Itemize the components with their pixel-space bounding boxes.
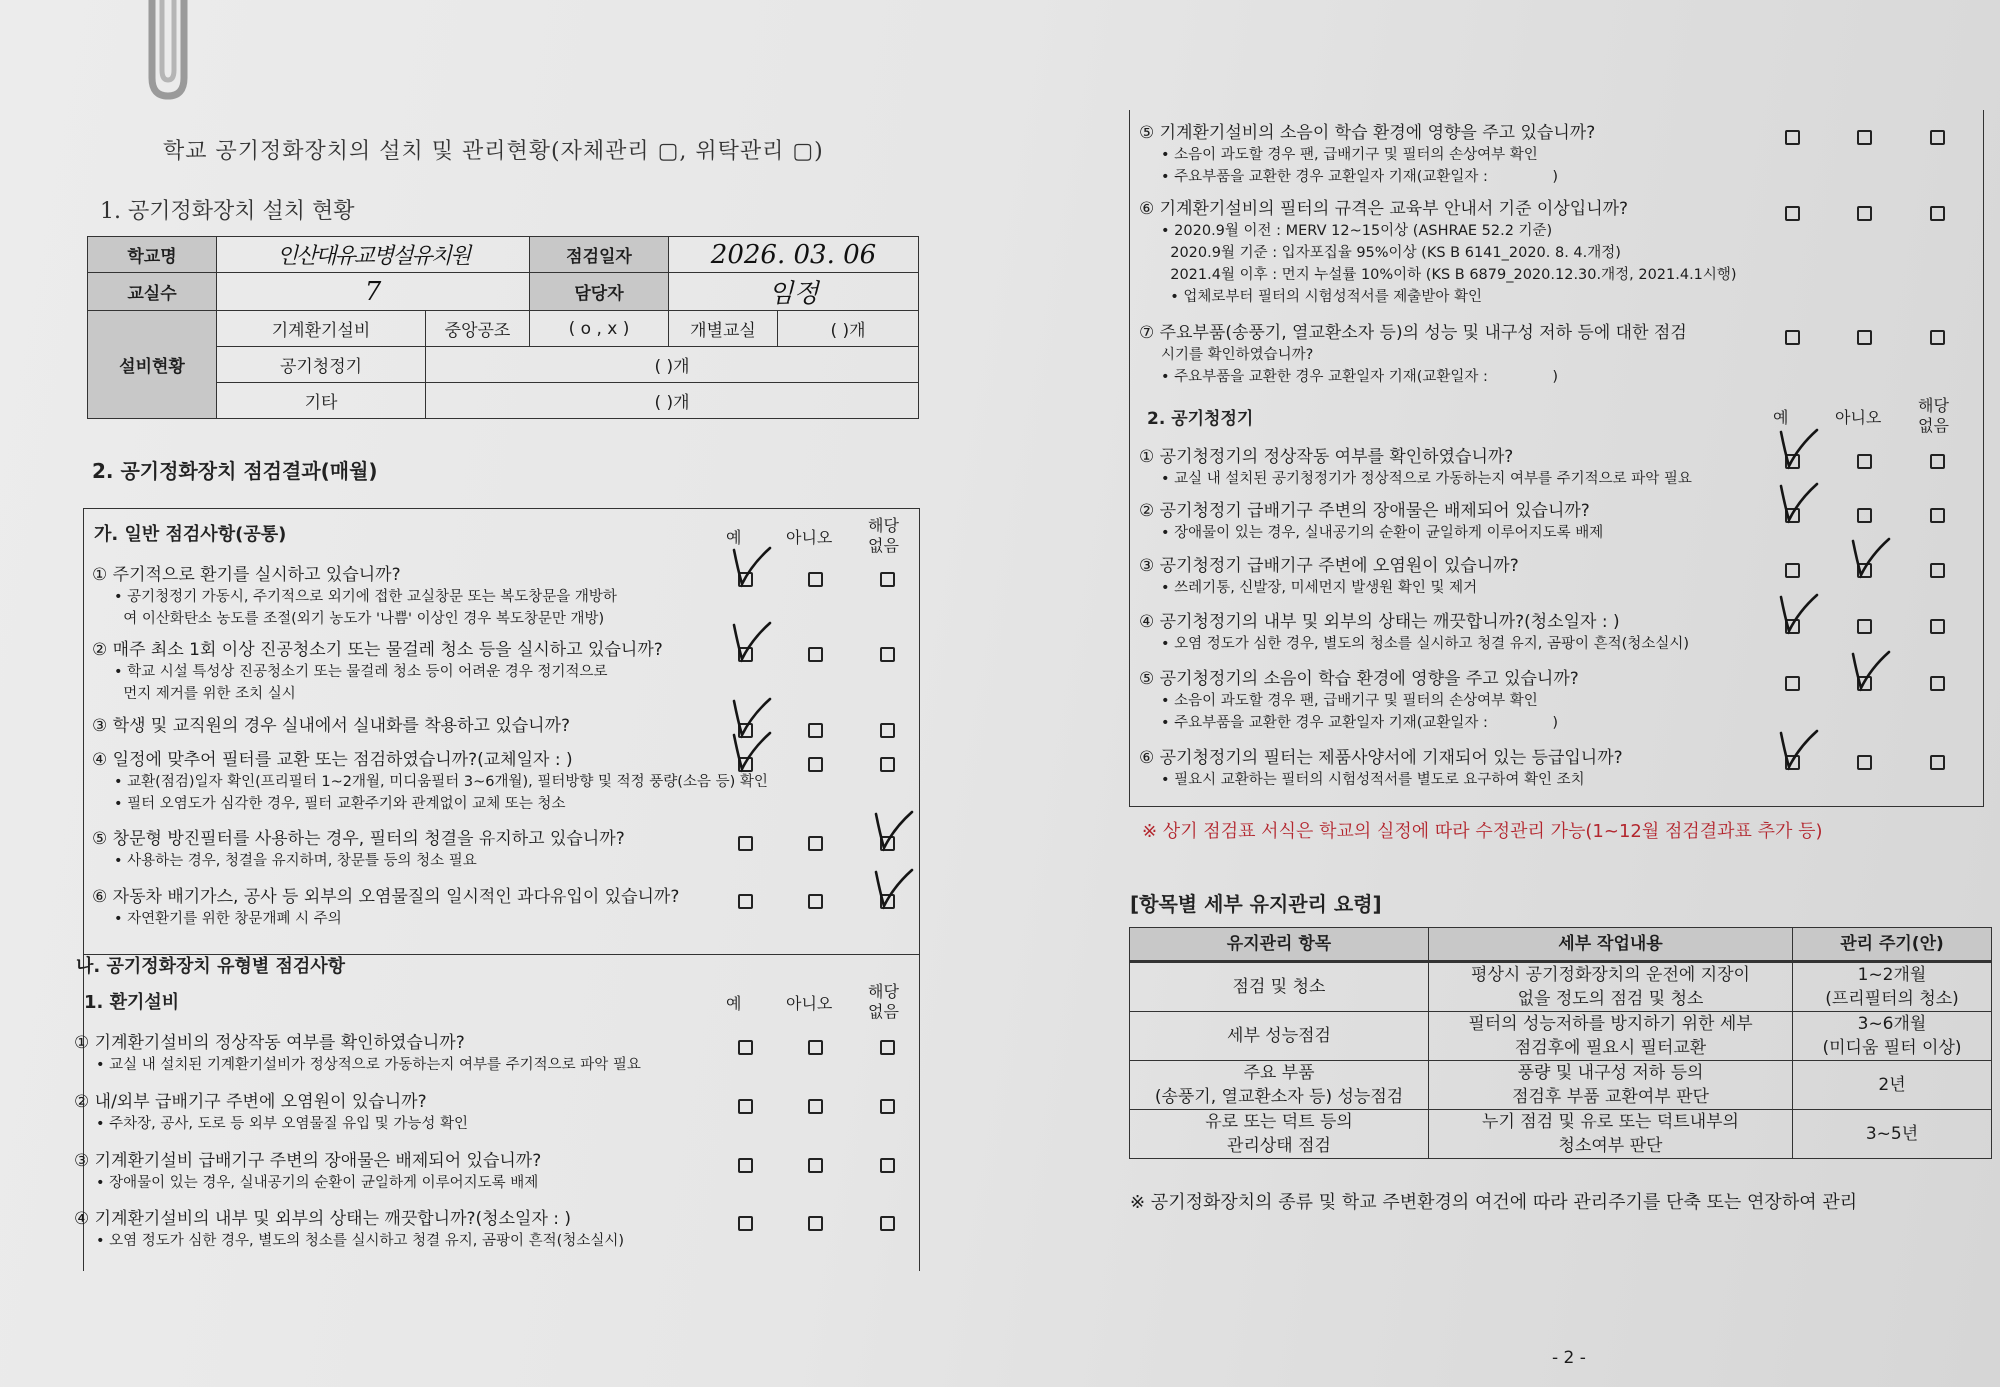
question-note: • 교환(점검)일자 확인(프리필터 1~2개월, 미디움필터 3~6개월), 필터방향 및 적정 풍량(소음 등) 확인	[114, 774, 768, 790]
purifier-question-3	[1139, 556, 1519, 598]
general-question-5	[92, 829, 625, 871]
ventilation-question-3	[74, 1151, 541, 1193]
question-note: • 주요부품을 교환한 경우 교환일자 기재(교환일자 : )	[1161, 169, 1559, 185]
col-na-header-line: 해당	[868, 516, 899, 535]
purifier-q5-checkbox-no[interactable]	[1857, 676, 1872, 691]
general-q3-checkbox-no[interactable]	[808, 723, 823, 738]
general-q3-checkbox-na[interactable]	[880, 723, 895, 738]
general-q2-checkbox-na[interactable]	[880, 647, 895, 662]
maintenance-cell: 풍량 및 내구성 저하 등의 점검후 부품 교환여부 판단	[1429, 1061, 1793, 1110]
question-text: ② 매주 최소 1회 이상 진공청소기 또는 물걸레 청소 등을 실시하고 있습니까?	[92, 640, 663, 660]
purifier-q1-checkbox-yes[interactable]	[1785, 454, 1800, 469]
ventilation-q2-checkbox-no[interactable]	[808, 1099, 823, 1114]
col-na-header	[868, 516, 899, 556]
ventilation-cont-q2-checkbox-na[interactable]	[1930, 206, 1945, 221]
purifier-question-1	[1139, 447, 1692, 489]
question-text: ④ 공기청정기의 내부 및 외부의 상태는 깨끗합니까?(청소일자 : )	[1139, 612, 1620, 632]
question-text: ⑦ 주요부품(송풍기, 열교환소자 등)의 성능 및 내구성 저하 등에 대한 점검	[1139, 323, 1687, 343]
col-na-header-line: 해당	[868, 982, 899, 1001]
purifier-q3-checkbox-na[interactable]	[1930, 563, 1945, 578]
maintenance-footnote: ※ 공기정화장치의 종류 및 학교 주변환경의 여건에 따라 관리주기를 단축 또는 연장하여 관리	[1130, 1192, 1858, 1213]
question-text: ⑤ 공기청정기의 소음이 학습 환경에 영향을 주고 있습니까?	[1139, 669, 1579, 689]
ventilation-q1-checkbox-yes[interactable]	[738, 1040, 753, 1055]
question-note: 여 이산화탄소 농도를 조절(외기 농도가 '나쁨' 이상인 경우 복도창문만 개방)	[114, 611, 605, 627]
general-q1-checkbox-yes[interactable]	[738, 572, 753, 587]
col-na-header	[868, 982, 899, 1022]
ventilation-q4-checkbox-no[interactable]	[808, 1216, 823, 1231]
general-question-6	[92, 887, 679, 929]
question-text: ③ 기계환기설비 급배기구 주변의 장애물은 배제되어 있습니까?	[74, 1151, 542, 1171]
maintenance-row	[1130, 1012, 1992, 1061]
manager-signature: 임정	[669, 273, 919, 311]
question-note: • 소음이 과도할 경우 팬, 급배기구 및 필터의 손상여부 확인	[1161, 693, 1538, 709]
question-note: • 업체로부터 필터의 시험성적서를 제출받아 확인	[1161, 289, 1482, 305]
ventilation-cont-q3-checkbox-no[interactable]	[1857, 330, 1872, 345]
purifier-q6-checkbox-no[interactable]	[1857, 755, 1872, 770]
ventilation-cont-q1-checkbox-na[interactable]	[1930, 130, 1945, 145]
col-na-header-line: 없음	[868, 1002, 899, 1021]
ventilation-cont-q1-checkbox-yes[interactable]	[1785, 130, 1800, 145]
individual-value: ( )개	[778, 311, 919, 347]
question-note: 시기를 확인하였습니까?	[1161, 347, 1314, 363]
question-text: ⑤ 창문형 방진필터를 사용하는 경우, 필터의 청결을 유지하고 있습니까?	[92, 829, 625, 849]
inspection-date-value: 2026. 03. 06	[669, 237, 919, 273]
maintenance-header-3: 관리 주기(안)	[1793, 928, 1992, 962]
question-note: • 학교 시설 특성상 진공청소기 또는 물걸레 청소 등이 어려운 경우 정기적으로	[114, 664, 608, 680]
general-q1-checkbox-na[interactable]	[880, 572, 895, 587]
maintenance-cell: 주요 부품 (송풍기, 열교환소자 등) 성능점검	[1130, 1061, 1429, 1110]
ventilation-q3-checkbox-no[interactable]	[808, 1158, 823, 1173]
ventilation-question-4	[74, 1209, 624, 1251]
question-note: 2020.9월 기준 : 입자포집율 95%이상 (KS B 6141_2020. 8. 4.개정)	[1161, 245, 1621, 261]
question-text: ② 공기청정기 급배기구 주변의 장애물은 배제되어 있습니까?	[1139, 501, 1590, 521]
ventilation-q3-checkbox-na[interactable]	[880, 1158, 895, 1173]
col-na-header	[1918, 396, 1949, 436]
ventilation-question-2	[74, 1092, 468, 1134]
question-note: • 주차장, 공사, 도로 등 외부 오염물질 유입 및 가능성 확인	[96, 1116, 469, 1132]
mech-vent-label: 기계환기설비	[217, 311, 426, 347]
other-label: 기타	[217, 383, 426, 419]
purifier-count: ( )개	[426, 347, 919, 383]
general-q6-checkbox-na[interactable]	[880, 894, 895, 909]
general-q1-checkbox-no[interactable]	[808, 572, 823, 587]
general-question-3	[92, 716, 570, 736]
purifier-q2-checkbox-yes[interactable]	[1785, 508, 1800, 523]
maintenance-cell: 평상시 공기정화장치의 운전에 지장이 없을 정도의 점검 및 청소	[1429, 962, 1793, 1012]
question-note: 먼지 제거를 위한 조치 실시	[114, 686, 296, 702]
purifier-question-5	[1139, 669, 1579, 733]
maintenance-row	[1130, 1110, 1992, 1159]
question-text: ⑤ 기계환기설비의 소음이 학습 환경에 영향을 주고 있습니까?	[1139, 123, 1596, 143]
question-note: • 2020.9월 이전 : MERV 12~15이상 (ASHRAE 52.2 기준)	[1161, 223, 1553, 239]
question-text: ③ 공기청정기 급배기구 주변에 오염원이 있습니까?	[1139, 556, 1519, 576]
ventilation-cont-question-3	[1139, 323, 1687, 387]
general-q5-checkbox-yes[interactable]	[738, 836, 753, 851]
general-question-4	[92, 750, 768, 814]
by-type-heading: 나. 공기정화장치 유형별 점검사항	[76, 956, 346, 977]
ventilation-cont-q1-checkbox-no[interactable]	[1857, 130, 1872, 145]
col-na-header-line: 해당	[1918, 396, 1949, 415]
maintenance-cell: 누기 점검 및 유로 또는 덕트내부의 청소여부 판단	[1429, 1110, 1793, 1159]
ventilation-heading: 1. 환기설비	[84, 992, 180, 1013]
maintenance-cell: 2년	[1793, 1061, 1992, 1110]
col-yes-header: 예	[1773, 408, 1789, 427]
ventilation-q1-checkbox-no[interactable]	[808, 1040, 823, 1055]
document-title: 학교 공기정화장치의 설치 및 관리현황(자체관리 ▢, 위탁관리 ▢)	[163, 139, 824, 164]
maintenance-row	[1130, 962, 1992, 1012]
general-question-1	[92, 565, 617, 629]
col-no-header: 아니오	[786, 528, 833, 547]
col-na-header-line: 없음	[1918, 416, 1949, 435]
equipment-label: 설비현황	[88, 311, 217, 419]
maintenance-cell: 3~6개월 (미디움 필터 이상)	[1793, 1012, 1992, 1061]
question-note: • 쓰레기통, 신발장, 미세먼지 발생원 확인 및 제거	[1161, 580, 1478, 596]
maintenance-table	[1129, 927, 1992, 1159]
classrooms-value: 7	[217, 273, 530, 311]
section1-heading: 1. 공기정화장치 설치 현황	[100, 199, 355, 224]
maintenance-cell: 필터의 성능저하를 방지하기 위한 세부 점검후에 필요시 필터교환	[1429, 1012, 1793, 1061]
question-text: ① 공기청정기의 정상작동 여부를 확인하였습니까?	[1139, 447, 1514, 467]
purifier-q1-checkbox-no[interactable]	[1857, 454, 1872, 469]
school-name-label: 학교명	[88, 237, 217, 273]
ventilation-cont-question-1	[1139, 123, 1595, 187]
classrooms-label: 교실수	[88, 273, 217, 311]
col-no-header: 아니오	[786, 994, 833, 1013]
col-yes-header: 예	[726, 994, 742, 1013]
general-q5-checkbox-na[interactable]	[880, 836, 895, 851]
purifier-q2-checkbox-na[interactable]	[1930, 508, 1945, 523]
question-text: ④ 기계환기설비의 내부 및 외부의 상태는 깨끗합니까?(청소일자 : )	[74, 1209, 572, 1229]
other-count: ( )개	[426, 383, 919, 419]
question-note: • 오염 정도가 심한 경우, 별도의 청소를 실시하고 청결 유지, 곰팡이 흔적(청소실시)	[1161, 636, 1690, 652]
ventilation-cont-q3-checkbox-na[interactable]	[1930, 330, 1945, 345]
question-note: • 주요부품을 교환한 경우 교환일자 기재(교환일자 : )	[1161, 715, 1559, 731]
maintenance-cell: 1~2개월 (프리필터의 청소)	[1793, 962, 1992, 1012]
col-no-header: 아니오	[1835, 408, 1882, 427]
maintenance-cell: 3~5년	[1793, 1110, 1992, 1159]
general-heading: 가. 일반 점검사항(공통)	[94, 524, 287, 545]
purifier-q4-checkbox-na[interactable]	[1930, 619, 1945, 634]
manager-label: 담당자	[530, 273, 669, 311]
question-note: • 오염 정도가 심한 경우, 별도의 청소를 실시하고 청결 유지, 곰팡이 흔적(청소실시)	[96, 1233, 625, 1249]
ventilation-question-1	[74, 1033, 641, 1075]
purifier-q3-checkbox-no[interactable]	[1857, 563, 1872, 578]
purifier-question-2	[1139, 501, 1603, 543]
question-note: • 장애물이 있는 경우, 실내공기의 순환이 균일하게 이루어지도록 배제	[1161, 525, 1604, 541]
inspection-date-label: 점검일자	[530, 237, 669, 273]
question-note: • 필요시 교환하는 필터의 시험성적서를 별도로 요구하여 확인 조치	[1161, 772, 1585, 788]
purifier-q3-checkbox-yes[interactable]	[1785, 563, 1800, 578]
question-note: • 장애물이 있는 경우, 실내공기의 순환이 균일하게 이루어지도록 배제	[96, 1175, 539, 1191]
maintenance-header-1: 유지관리 항목	[1130, 928, 1429, 962]
question-note: 2021.4월 이후 : 먼지 누설률 10%이하 (KS B 6879_2020.12.30.개정, 2021.4.1시행)	[1161, 267, 1737, 283]
paper-clip-icon	[138, 0, 198, 100]
col-na-header-line: 없음	[868, 536, 899, 555]
general-q3-checkbox-yes[interactable]	[738, 723, 753, 738]
red-note: ※ 상기 점검표 서식은 학교의 실정에 따라 수정관리 가능(1~12월 점검결과표 추가 등)	[1142, 821, 1823, 842]
question-note: • 교실 내 설치된 기계환기설비가 정상적으로 가동하는지 여부를 주기적으로 파악 필요	[96, 1057, 641, 1073]
question-note: • 공기청정기 가동시, 주기적으로 외기에 접한 교실창문 또는 복도창문을 개방하	[114, 589, 617, 605]
ventilation-q2-checkbox-na[interactable]	[880, 1099, 895, 1114]
question-note: • 주요부품을 교환한 경우 교환일자 기재(교환일자 : )	[1161, 369, 1559, 385]
maintenance-row	[1130, 1061, 1992, 1110]
question-note: • 사용하는 경우, 청결을 유지하며, 창문틀 등의 청소 필요	[114, 853, 477, 869]
general-q2-checkbox-yes[interactable]	[738, 647, 753, 662]
maintenance-cell: 점검 및 청소	[1130, 962, 1429, 1012]
question-text: ④ 일정에 맞추어 필터를 교환 또는 점검하였습니까?(교체일자 : )	[92, 750, 573, 770]
maintenance-cell: 세부 성능점검	[1130, 1012, 1429, 1061]
ventilation-q4-checkbox-na[interactable]	[880, 1216, 895, 1231]
purifier-q5-checkbox-na[interactable]	[1930, 676, 1945, 691]
purifier-q6-checkbox-na[interactable]	[1930, 755, 1945, 770]
question-text: ⑥ 공기청정기의 필터는 제품사양서에 기재되어 있는 등급입니까?	[1139, 748, 1623, 768]
ventilation-q2-checkbox-yes[interactable]	[738, 1099, 753, 1114]
col-yes-header: 예	[726, 528, 742, 547]
maintenance-cell: 유로 또는 덕트 등의 관리상태 점검	[1130, 1110, 1429, 1159]
general-q4-checkbox-yes[interactable]	[738, 757, 753, 772]
question-text: ⑥ 자동차 배기가스, 공사 등 외부의 오염물질의 일시적인 과다유입이 있습니까?	[92, 887, 680, 907]
general-q6-checkbox-yes[interactable]	[738, 894, 753, 909]
installation-table	[87, 236, 919, 419]
purifier-q4-checkbox-yes[interactable]	[1785, 619, 1800, 634]
general-q6-checkbox-no[interactable]	[808, 894, 823, 909]
question-text: ① 주기적으로 환기를 실시하고 있습니까?	[92, 565, 401, 585]
ventilation-cont-q2-checkbox-no[interactable]	[1857, 206, 1872, 221]
question-note: • 소음이 과도할 경우 팬, 급배기구 및 필터의 손상여부 확인	[1161, 147, 1538, 163]
page-number: - 2 -	[1552, 1348, 1586, 1368]
purifier-question-6	[1139, 748, 1623, 790]
purifier-q4-checkbox-no[interactable]	[1857, 619, 1872, 634]
general-q2-checkbox-no[interactable]	[808, 647, 823, 662]
ventilation-cont-question-2	[1139, 199, 1737, 307]
maintenance-heading: [항목별 세부 유지관리 요령]	[1130, 892, 1382, 916]
ventilation-q3-checkbox-yes[interactable]	[738, 1158, 753, 1173]
purifier-q6-checkbox-yes[interactable]	[1785, 755, 1800, 770]
question-note: • 자연환기를 위한 창문개폐 시 주의	[114, 911, 342, 927]
purifier-question-4	[1139, 612, 1689, 654]
purifier-q5-checkbox-yes[interactable]	[1785, 676, 1800, 691]
ventilation-cont-q3-checkbox-yes[interactable]	[1785, 330, 1800, 345]
question-note: • 필터 오염도가 심각한 경우, 필터 교환주기와 관계없이 교체 또는 청소	[114, 796, 566, 812]
purifier-label: 공기청정기	[217, 347, 426, 383]
ventilation-cont-q2-checkbox-yes[interactable]	[1785, 206, 1800, 221]
question-text: ⑥ 기계환기설비의 필터의 규격은 교육부 안내서 기준 이상입니까?	[1139, 199, 1629, 219]
purifier-heading: 2. 공기청정기	[1147, 409, 1254, 429]
maintenance-header-2: 세부 작업내용	[1429, 928, 1793, 962]
individual-label: 개별교실	[669, 311, 778, 347]
general-q4-checkbox-na[interactable]	[880, 757, 895, 772]
central-value: ( o , x )	[530, 311, 669, 347]
central-label: 중앙공조	[426, 311, 530, 347]
question-text: ② 내/외부 급배기구 주변에 오염원이 있습니까?	[74, 1092, 427, 1112]
section2-heading: 2. 공기정화장치 점검결과(매월)	[92, 459, 378, 483]
general-q5-checkbox-no[interactable]	[808, 836, 823, 851]
general-question-2	[92, 640, 663, 704]
purifier-q1-checkbox-na[interactable]	[1930, 454, 1945, 469]
question-note: • 교실 내 설치된 공기청정기가 정상적으로 가동하는지 여부를 주기적으로 파악 필요	[1161, 471, 1692, 487]
general-q4-checkbox-no[interactable]	[808, 757, 823, 772]
ventilation-q4-checkbox-yes[interactable]	[738, 1216, 753, 1231]
question-text: ③ 학생 및 교직원의 경우 실내에서 실내화를 착용하고 있습니까?	[92, 716, 571, 736]
ventilation-q1-checkbox-na[interactable]	[880, 1040, 895, 1055]
question-text: ① 기계환기설비의 정상작동 여부를 확인하였습니까?	[74, 1033, 465, 1053]
purifier-q2-checkbox-no[interactable]	[1857, 508, 1872, 523]
school-name-value: 인산대유교병설유치원	[217, 237, 530, 273]
